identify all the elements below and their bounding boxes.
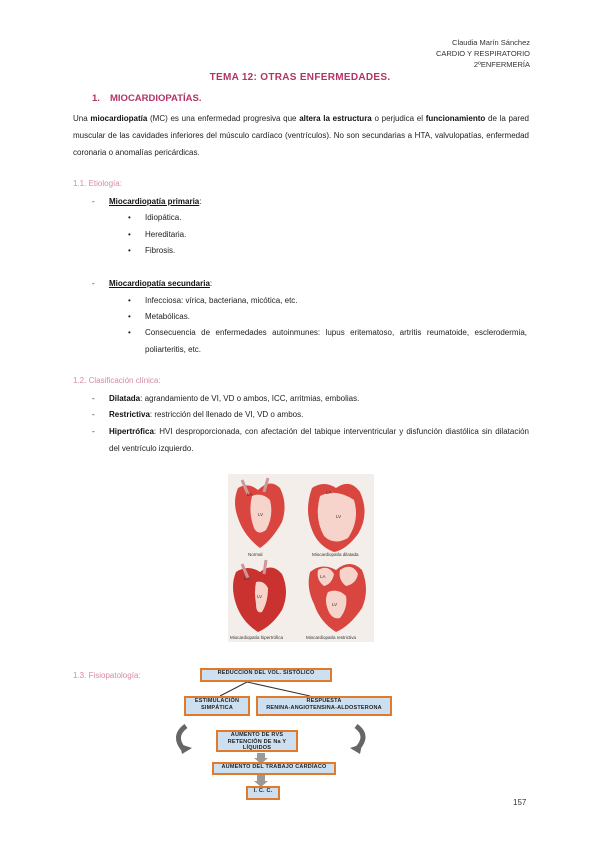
dash-marker: - xyxy=(92,197,95,206)
flow-box-trabajo: AUMENTO DEL TRABAJO CARDÍACO xyxy=(212,762,336,775)
heart-restrictive xyxy=(309,564,366,632)
chamber-label: LA xyxy=(320,574,326,579)
dash-marker: - xyxy=(92,410,95,419)
cardiomyopathy-figure xyxy=(228,474,374,642)
flow-box-icc: I. C. C. xyxy=(246,786,280,800)
clasificacion-heading: 1.2. Clasificación clínica: xyxy=(73,376,161,385)
flow-box-estimulacion: ESTIMULACIÓN SIMPÁTICA xyxy=(184,696,250,716)
bullet-icon: • xyxy=(128,296,131,305)
dash-marker: - xyxy=(92,427,95,436)
clasificacion-item: Restrictiva: restricción del llenado de VI, VD o ambos. xyxy=(109,410,304,419)
connector-line xyxy=(247,682,310,696)
list-item: Fibrosis. xyxy=(145,246,176,255)
hearts-illustration xyxy=(228,474,374,642)
section-number: 1. xyxy=(92,93,100,104)
page-title: TEMA 12: OTRAS ENFERMEDADES. xyxy=(209,72,391,83)
dash-marker: - xyxy=(92,279,95,288)
down-arrow-icon xyxy=(257,753,265,758)
chamber-label: LV xyxy=(258,512,264,517)
list-item: Metabólicas. xyxy=(145,312,190,321)
chamber-label: LA xyxy=(247,492,253,497)
heart-normal xyxy=(235,478,285,548)
bullet-icon: • xyxy=(128,246,131,255)
list-item: Consecuencia de enfermedades autoinmunes: lupus eritematoso, artritis reumatoide, esclerodermia, poliarteritis, etc. xyxy=(145,328,527,354)
year-label: 2ºENFERMERÍA xyxy=(473,60,530,69)
fisiopatologia-flowchart xyxy=(170,668,410,808)
section-heading xyxy=(92,93,201,104)
flow-box-respuesta: RESPUESTA RENINA-ANGIOTENSINA-ALDOSTERONA xyxy=(256,696,392,716)
list-item: Idiopática. xyxy=(145,213,182,222)
figure-caption: Miocardiopatía hipertrófica xyxy=(230,635,284,640)
heart-dilated xyxy=(308,484,365,552)
connector-line xyxy=(220,682,247,696)
etiologia-heading: 1.1. Etiología: xyxy=(73,179,122,188)
down-arrow-icon xyxy=(257,775,265,781)
flow-box-reduccion: REDUCCION DEL VOL. SISTÓLICO xyxy=(200,668,332,682)
chamber-label: LV xyxy=(332,602,338,607)
bullet-icon: • xyxy=(128,328,131,337)
figure-caption: Miocardiopatía dilatada xyxy=(312,552,359,557)
bullet-icon: • xyxy=(128,312,131,321)
chamber-label: LA xyxy=(326,490,332,495)
document-header xyxy=(436,37,530,70)
bullet-icon: • xyxy=(128,213,131,222)
chamber-label: LA xyxy=(244,576,250,581)
clasificacion-item: Dilatada: agrandamiento de VI, VD o ambos, ICC, arritmias, embolias. xyxy=(109,394,360,403)
chamber-label: LV xyxy=(336,514,342,519)
figure-caption: Miocardiopatía restrictiva xyxy=(306,635,357,640)
fisiopatologia-heading: 1.3. Fisiopatología: xyxy=(73,671,141,680)
dash-marker: - xyxy=(92,394,95,403)
clasificacion-item: Hipertrófica: HVI desproporcionada, con afectación del tabique interventricular y disfunción diastólica sin dilatación del ventrículo izquierdo. xyxy=(109,427,529,453)
bullet-icon: • xyxy=(128,230,131,239)
list-item: Hereditaria. xyxy=(145,230,187,239)
intro-paragraph: Una miocardiopatía (MC) es una enfermedad progresiva que altera la estructura o perjudica el funcionamiento de la pared muscular de las cavidades inferiores del músculo cardíaco (ventrículos). No son secundarias a HTA, valvulopatías, enfermedad coronaria o anomalías pericárdicas. xyxy=(73,114,529,157)
figure-caption: Normal xyxy=(248,552,263,557)
secundaria-label: Miocardiopatía secundaria: xyxy=(109,279,213,288)
arrowhead-icon xyxy=(180,744,192,754)
course-name: CARDIO Y RESPIRATORIO xyxy=(435,49,530,58)
page-number: 157 xyxy=(513,798,527,807)
arrowhead-icon xyxy=(350,744,362,754)
list-item: Infecciosa: vírica, bacteriana, micótica, etc. xyxy=(145,296,298,305)
heart-hypertrophic xyxy=(233,560,286,632)
primaria-label: Miocardiopatía primaria: xyxy=(109,197,202,206)
chamber-label: LV xyxy=(257,594,263,599)
author-name: Claudia Marín Sánchez xyxy=(452,38,530,47)
section-title: MIOCARDIOPATÍAS. xyxy=(110,93,202,104)
flow-box-aumento-rvs: AUMENTO DE RVS RETENCIÓN DE Na Y LÍQUIDOS xyxy=(216,730,298,752)
